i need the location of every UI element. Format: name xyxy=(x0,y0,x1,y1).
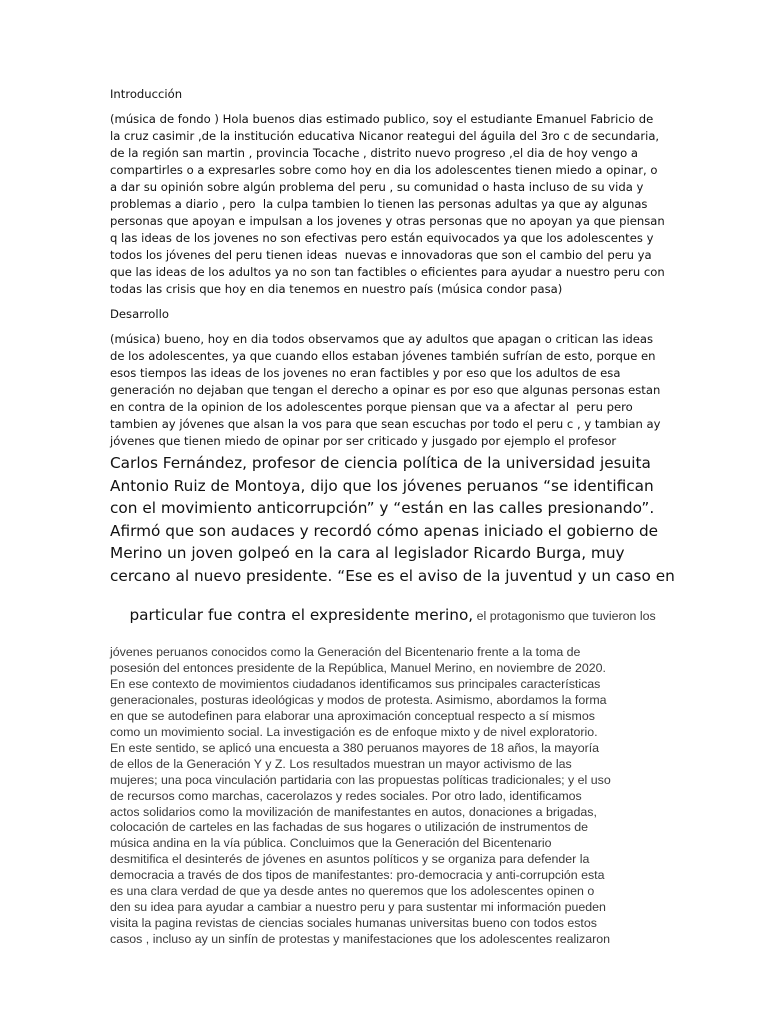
intro-line: todas las crisis que hoy en dia tenemos en nuestro país (música condor pasa) xyxy=(110,282,563,296)
quote-line: Merino un joven golpeó en la cara al legislador Ricardo Burga, muy xyxy=(110,544,625,562)
abstract-line: den su idea para ayudar a cambiar a nuestro peru y para sustentar mi información pueden xyxy=(110,900,606,915)
abstract-line: posesión del entonces presidente de la República, Manuel Merino, en noviembre de 2020. xyxy=(110,660,606,675)
abstract-line: música andina en la vía pública. Concluimos que la Generación del Bicentenario xyxy=(110,836,552,851)
intro-line: (música de fondo ) Hola buenos dias estimado publico, soy el estudiante Emanuel Fabricio de xyxy=(110,112,654,126)
intro-line: que las ideas de los adultos ya no son tan factibles o eficientes para ayudar a nuestro peru con xyxy=(110,265,665,279)
intro-line: personas que apoyan e impulsan a los jovenes y otras personas que no apoyan ya que piensan xyxy=(110,214,665,228)
abstract-line: colocación de carteles en las fachadas de sus hogares o utilización de instrumentos de xyxy=(110,820,589,835)
abstract-line: mujeres; una poca vinculación partidaria con las propuestas políticas tradicionales; y el uso xyxy=(110,772,611,787)
intro-heading: Introducción xyxy=(110,87,183,101)
intro-paragraph xyxy=(110,111,665,298)
intro-line: a dar su opinión sobre algún problema del peru , su comunidad o hasta incluso de su vida y xyxy=(110,180,644,194)
intro-line: de la región san martin , provincia Tocache , distrito nuevo progreso ,el dia de hoy vengo a xyxy=(110,146,639,160)
quote-line: cercano al nuevo presidente. “Ese es el aviso de la juventud y un caso en xyxy=(110,566,675,585)
abstract-line: en que se autodefinen para elaborar una aproximación conceptual respecto a sí mismos xyxy=(110,708,595,723)
development-line: jóvenes que tienen miedo de opinar por ser criticado y jusgado por ejemplo el profesor xyxy=(110,434,617,448)
abstract-line: visita la pagina revistas de ciencias sociales humanas universitas bueno con todos estos xyxy=(110,916,597,931)
abstract-line: casos , incluso ay un sinfín de protestas y manifestaciones que los adolescentes realizaron xyxy=(110,932,611,947)
intro-line: problemas a diario , pero la culpa tambien lo tienen las personas adultas ya que ay algunas xyxy=(110,197,648,211)
quote-line: con el movimiento anticorrupción” y “están en las calles presionando”. xyxy=(110,499,655,517)
abstract-line: de recursos como marchas, cacerolazos y redes sociales. Por otro lado, identificamos xyxy=(110,788,582,803)
abstract-line: actos solidarios como la movilización de manifestantes en autos, donaciones a brigadas, xyxy=(110,804,597,819)
development-line: en contra de la opinion de los adolescentes porque piensan que va a afectar al peru pero xyxy=(110,400,633,414)
development-line: (música) bueno, hoy en dia todos observamos que ay adultos que apagan o critican las ideas xyxy=(110,332,654,346)
development-line: generación no dejaban que tengan el derecho a opinar es por eso que algunas personas estan xyxy=(110,383,661,397)
quote-line: Afirmó que son audaces y recordó cómo apenas iniciado el gobierno de xyxy=(110,521,659,540)
quote-line: Antonio Ruiz de Montoya, dijo que los jóvenes peruanos “se identifican xyxy=(110,476,654,495)
abstract-line: En este sentido, se aplicó una encuesta a 380 peruanos mayores de 18 años, la mayoría xyxy=(110,740,600,755)
intro-line: compartirles o a expresarles sobre como hoy en dia los adolescentes tienen miedo a opinar, o xyxy=(110,163,658,177)
abstract-paragraph xyxy=(110,645,658,948)
quote-line: Carlos Fernández, profesor de ciencia política de la universidad jesuita xyxy=(110,454,651,472)
development-line: esos tiempos las ideas de los jovenes no eran factibles y por eso que los adultos de esa xyxy=(110,366,621,380)
abstract-line: generacionales, posturas ideológicas y modos de protesta. Asimismo, abordamos la forma xyxy=(110,692,607,707)
quote-paragraph xyxy=(110,452,675,587)
document-page xyxy=(110,86,675,948)
development-paragraph xyxy=(110,331,661,450)
intro-line: todos los jóvenes del peru tienen ideas nuevas e innovadoras que son el cambio del peru ya xyxy=(110,248,652,262)
quote-last-text: particular fue contra el expresidente merino, xyxy=(129,606,474,624)
abstract-line: desmitifica el desinterés de jóvenes en asuntos políticos y se organiza para defender la xyxy=(110,852,590,867)
abstract-line: es una clara verdad de que ya desde antes no queremos que los adolescentes opinen o xyxy=(110,884,595,899)
abstract-line: En ese contexto de movimientos ciudadanos identificamos sus principales características xyxy=(110,676,601,691)
intro-line: q las ideas de los jovenes no son efectivas pero están equivocados ya que los adolescentes y xyxy=(110,231,654,245)
development-heading: Desarrollo xyxy=(110,307,169,321)
development-line: de los adolescentes, ya que cuando ellos estaban jóvenes también sufrían de esto, porque en xyxy=(110,349,656,363)
abstract-line: como un movimiento social. La investigación es de enfoque mixto y de nivel exploratorio. xyxy=(110,724,598,739)
development-line: tambien ay jóvenes que alsan la vos para que sean escuchas por todo el peru c , y tambian ay xyxy=(110,417,661,431)
abstract-line: de ellos de la Generación Y y Z. Los resultados muestran un mayor activismo de las xyxy=(110,756,572,771)
abstract-line: jóvenes peruanos conocidos como la Generación del Bicentenario frente a la toma de xyxy=(110,645,581,659)
intro-line: la cruz casimir ,de la institución educativa Nicanor reategui del águila del 3ro c de secundaria, xyxy=(110,129,660,143)
quote-last-line xyxy=(110,587,658,645)
abstract-first-fragment: el protagonismo que tuvieron los xyxy=(473,609,656,623)
abstract-line: democracia a través de dos tipos de manifestantes: pro-democracia y anti-corrupción esta xyxy=(110,868,605,883)
